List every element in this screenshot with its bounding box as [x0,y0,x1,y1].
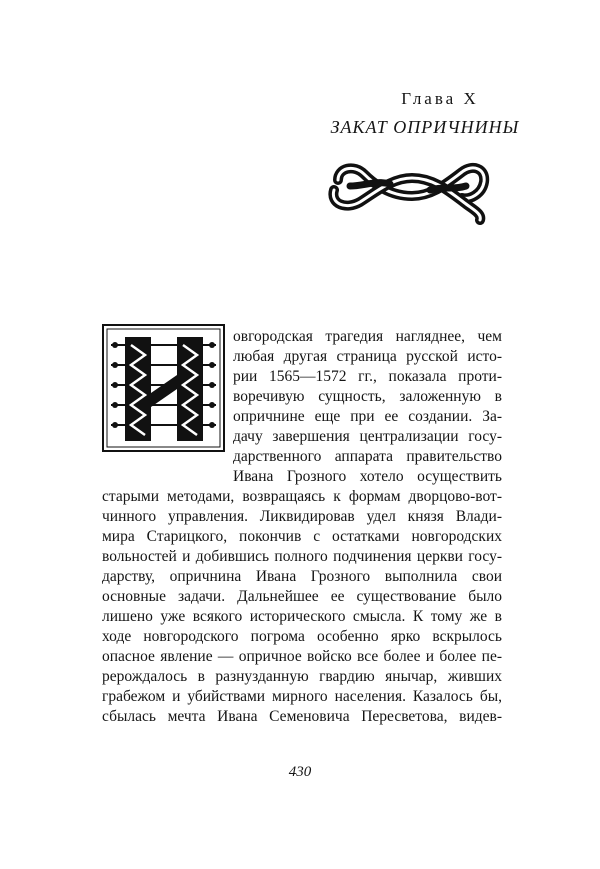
body-text-line: рии 1565—1572 гг., показала проти- [233,368,502,385]
knot-ornament [320,150,495,225]
body-text-line: чинного управления. Ликвидировав удел князя Влади- [102,508,502,525]
body-text-line: грабежом и убийствами мирного населения. Казалось бы, [102,688,502,705]
body-text-line: Ивана Грозного хотело осуществить [233,468,502,485]
body-text-line: опасное явление — опричное войско все более и более пе- [102,648,502,665]
page-number: 430 [288,764,312,780]
body-text-line: любая другая страница русской исто- [233,348,502,365]
body-text-line: вольностей и добившись полного подчинения церкви госу- [102,548,502,565]
body-text-line: воречивую сущность, заложенную в [233,388,502,405]
body-text-line: дачу завершения централизации госу- [233,428,502,445]
body-text-line: старыми методами, возвращаясь к формам дворцово-вот- [102,488,502,505]
drop-cap-initial [101,323,226,453]
body-text-line: рерождалось в разнузданную гвардию янычар, живших [102,668,502,685]
body-text-line: опричнине еще при ее создании. За- [233,408,502,425]
body-text-line: лишено уже всякого исторического смысла. К тому же в [102,608,502,625]
body-text-line: дарственного аппарата правительство [233,448,502,465]
body-text-line: ходе новгородского погрома особенно ярко вскрылось [102,628,502,645]
chapter-label: Глава X [401,89,479,108]
body-text-line: дарству, опричнина Ивана Грозного выполнила свои [102,568,502,585]
body-text-line: основные задачи. Дальнейшее ее существование было [102,588,502,605]
body-text-line: сбылась мечта Ивана Семеновича Пересветова, видев- [102,708,502,725]
body-text-line: овгородская трагедия нагляднее, чем [233,328,502,345]
chapter-title: ЗАКАТ ОПРИЧНИНЫ [330,117,520,137]
body-text-line: мира Старицкого, покончив с остатками новгородских [102,528,502,545]
